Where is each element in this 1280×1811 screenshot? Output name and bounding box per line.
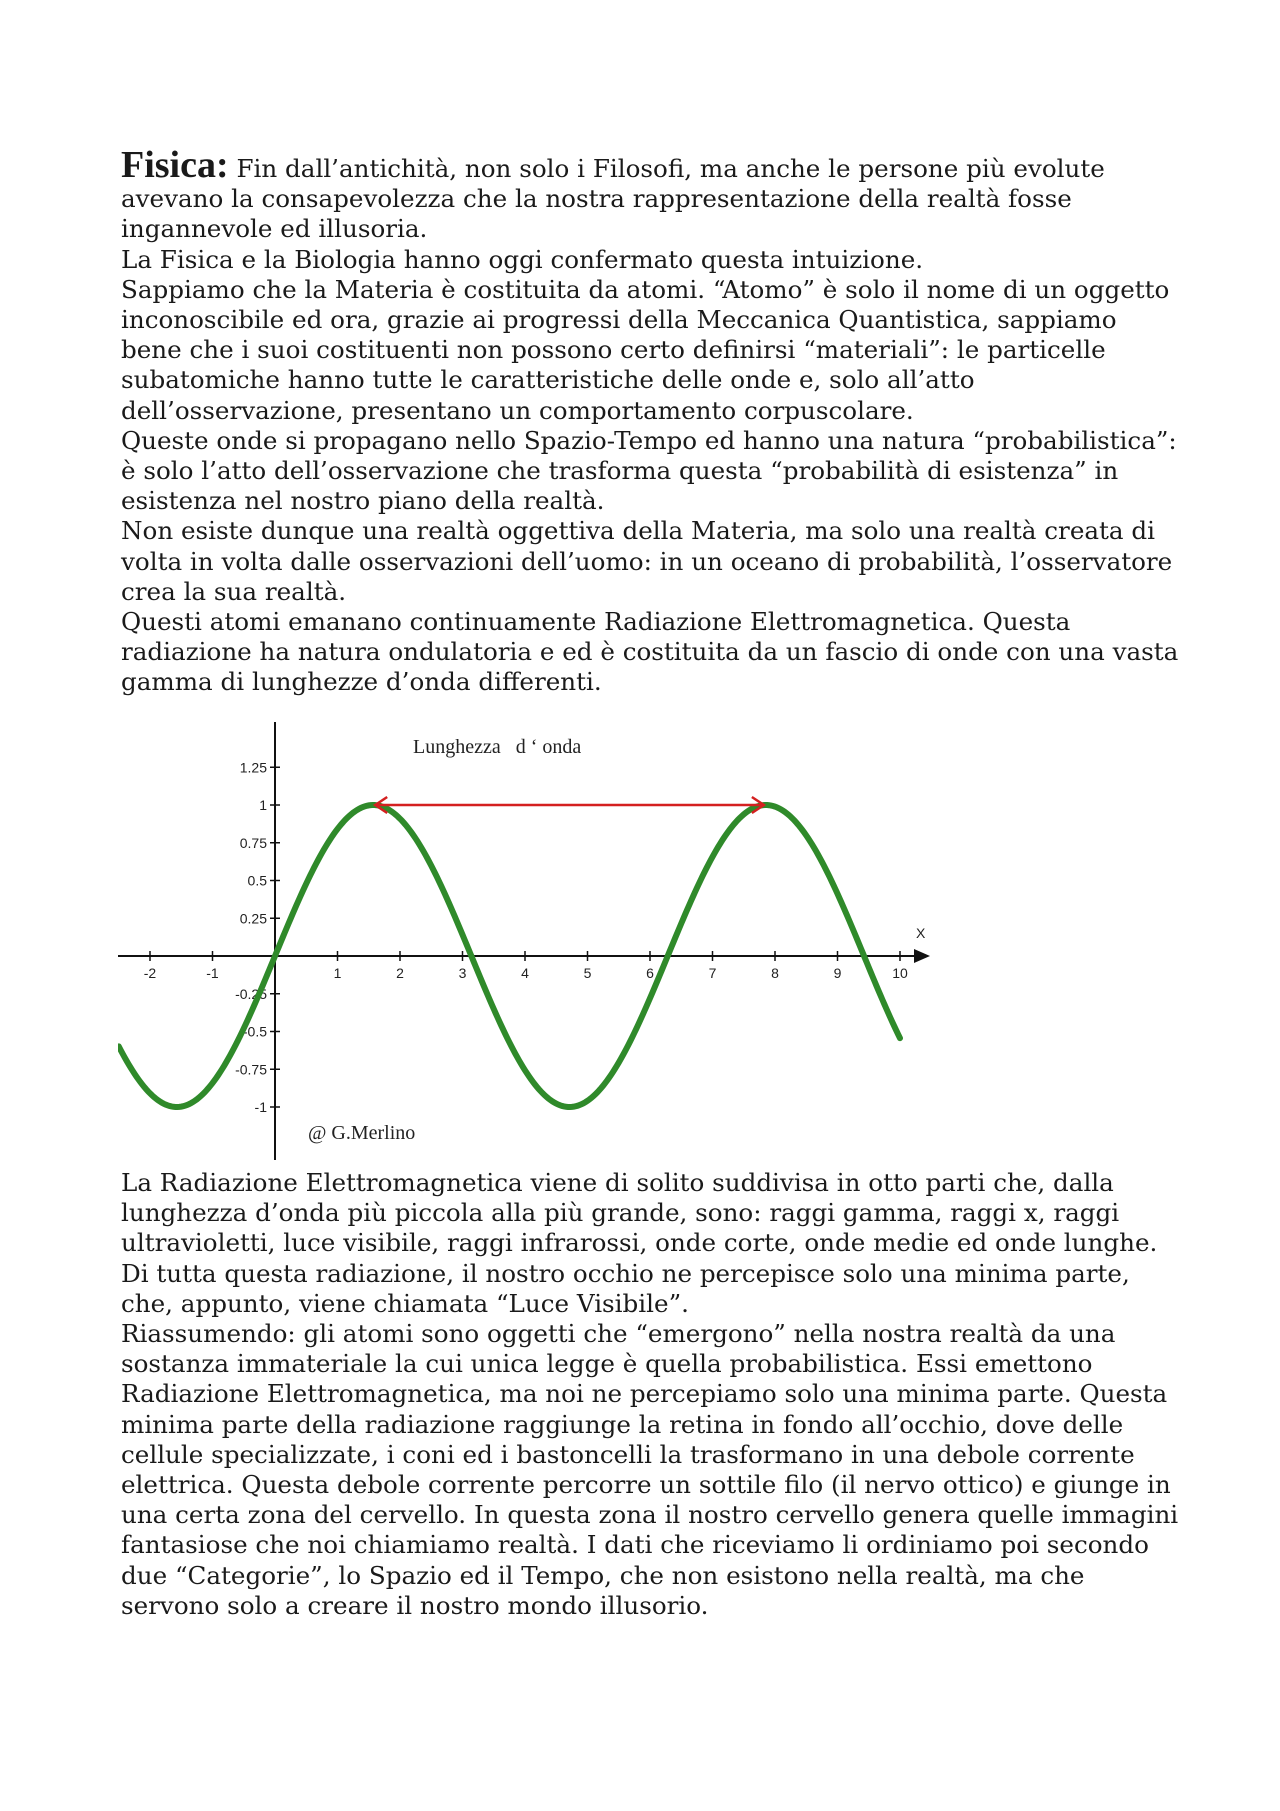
y-tick-label: -0.25 — [235, 985, 267, 1002]
x-tick-label: 7 — [708, 965, 717, 981]
paragraph: Questi atomi emanano continuamente Radiazione Elettromagnetica. Questa radiazione ha natura ondulatoria e ed è costituita da un fascio di onde con una vasta gamma di lunghezze d’onda differenti. — [121, 607, 1179, 697]
x-axis-label: X — [916, 925, 926, 941]
y-tick-label: 0.75 — [239, 834, 267, 851]
text-block-bottom — [121, 1168, 1181, 1621]
wavelength-label: Lunghezza d ‘ onda — [413, 736, 582, 758]
sine-wave-chart — [118, 712, 948, 1164]
x-tick-label: 10 — [892, 965, 908, 981]
x-tick-label: 3 — [458, 965, 467, 981]
y-tick-label: 1.25 — [239, 759, 267, 776]
y-tick-label: -1 — [254, 1099, 267, 1115]
text-block-top — [121, 144, 1181, 698]
x-tick-label: 6 — [646, 965, 654, 981]
x-axis-arrowhead — [914, 949, 930, 963]
paragraph: Di tutta questa radiazione, il nostro occhio ne percepisce solo una minima parte, che, appunto, viene chiamata “Luce Visibile”. — [121, 1258, 1130, 1318]
y-tick-label: -0.5 — [242, 1023, 267, 1040]
paragraph: Queste onde si propagano nello Spazio-Tempo ed hanno una natura “probabilistica”: è solo l’atto dell’osservazione che trasforma questa “probabilità di esistenza” in esistenza nel nostro piano della realtà. — [121, 425, 1177, 516]
sine-wave-figure — [118, 712, 948, 1164]
paragraph: Sappiamo che la Materia è costituita da atomi. “Atomo” è solo il nome di un oggetto inconoscibile ed ora, grazie ai progressi della Meccanica Quantistica, sappiamo bene che i suoi costituenti non possono certo definirsi “materiali”: le particelle subatomiche hanno tutte le caratteristiche delle onde e, solo all’atto dell’osservazione, presentano un comportamento corpuscolare. — [121, 274, 1170, 425]
section-heading: Fisica: — [121, 144, 229, 186]
chart-annotations — [308, 736, 926, 1144]
paragraph-text: Fin dall’antichità, non solo i Filosofi, ma anche le persone più evolute avevano la consapevolezza che la nostra rappresentazione della realtà fosse ingannevole ed illusoria. — [121, 154, 1105, 244]
paragraph — [121, 144, 1181, 245]
paragraph: Riassumendo: gli atomi sono oggetti che “emergono” nella nostra realtà da una sostanza immateriale la cui unica legge è quella probabilistica. Essi emettono Radiazione Elettromagnetica, ma noi ne percepiamo solo una minima parte. Questa minima parte della radiazione raggiunge la retina in fondo all’occhio, dove delle cellule specializzate, i coni ed i bastoncelli la trasformano in una debole corrente elettrica. Questa debole corrente percorre un sottile filo (il nervo ottico) e giunge in una certa zona del cervello. In questa zona il nostro cervello genera quelle immagini fantasiose che noi chiamiamo realtà. I dati che riceviamo li ordiniamo poi secondo due “Categorie”, lo Spazio ed il Tempo, che non esistono nella realtà, ma che servono solo a creare il nostro mondo illusorio. — [121, 1319, 1179, 1620]
paragraph: Non esiste dunque una realtà oggettiva della Materia, ma solo una realtà creata di volta in volta dalle osservazioni dell’uomo: in un oceano di probabilità, l’osservatore crea la sua realtà. — [121, 516, 1173, 606]
chart-ticks — [144, 759, 908, 1115]
x-tick-label: 1 — [333, 965, 342, 981]
paragraph: La Radiazione Elettromagnetica viene di solito suddivisa in otto parti che, dalla lunghezza d’onda più piccola alla più grande, sono: raggi gamma, raggi x, raggi ultravioletti, luce visibile, raggi infrarossi, onde corte, onde medie ed onde lunghe. — [121, 1168, 1158, 1258]
paragraph: La Fisica e la Biologia hanno oggi confermato questa intuizione. — [121, 244, 924, 274]
y-tick-label: 0.5 — [247, 872, 267, 889]
y-tick-label: 0.25 — [239, 910, 267, 927]
x-tick-label: 5 — [583, 965, 592, 981]
x-tick-label: 8 — [771, 965, 779, 981]
x-tick-label: 4 — [521, 965, 529, 981]
x-tick-label: -2 — [143, 965, 157, 981]
y-tick-label: 1 — [259, 797, 267, 813]
x-tick-label: 2 — [396, 965, 404, 981]
y-tick-label: -0.75 — [235, 1061, 267, 1078]
credit-label: @ G.Merlino — [308, 1122, 416, 1144]
x-tick-label: 9 — [833, 965, 842, 981]
chart-axes — [118, 722, 930, 1160]
x-tick-label: -1 — [206, 965, 219, 981]
